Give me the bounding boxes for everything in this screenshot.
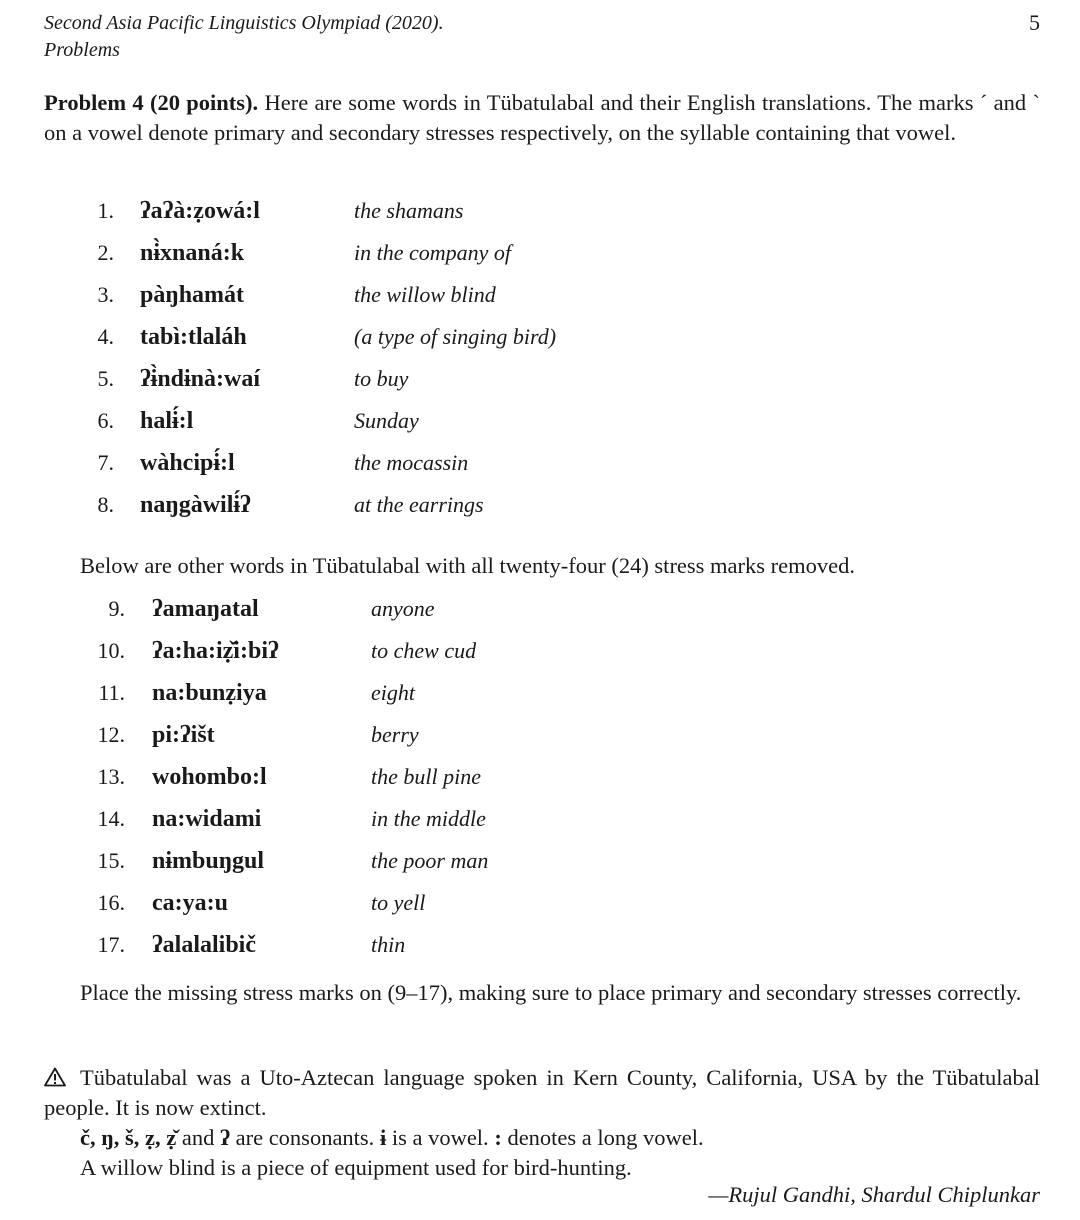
english-translation: in the middle — [371, 806, 486, 831]
english-translation: the willow blind — [354, 282, 496, 307]
problem-label: Problem 4 (20 points). — [44, 90, 259, 115]
english-translation: the mocassin — [354, 450, 469, 475]
grave-mark: ` — [1032, 90, 1040, 115]
intro-text-1: Here are some words in Tübatulabal and their English translations. The marks — [258, 90, 980, 115]
item-number: 2. — [97, 240, 114, 265]
notes-section — [44, 1063, 1040, 1183]
tubatulabal-word: ʔɨ̀ndɨnà:waí — [140, 366, 261, 392]
consonant-symbols: č, ŋ, š, ẓ, ẓ̌ — [80, 1125, 177, 1150]
english-translation: to chew cud — [371, 638, 477, 663]
tubatulabal-word: nɨ̀xnaná:k — [140, 240, 245, 266]
item-number: 17. — [97, 932, 125, 957]
long-vowel-colon: : — [494, 1125, 502, 1150]
note-long-vowel: denotes a long vowel. — [501, 1125, 704, 1150]
english-translation: the shamans — [354, 198, 464, 223]
tubatulabal-word: naŋgàwilɨ́ʔ — [140, 492, 251, 518]
item-number: 3. — [97, 282, 114, 307]
english-translation: Sunday — [354, 408, 419, 433]
task-instruction: Place the missing stress marks on (9–17), making sure to place primary and secondary stresses correctly. — [80, 980, 1022, 1005]
item-number: 10. — [97, 638, 125, 663]
note-line1-text: Tübatulabal was a Uto-Aztecan language spoken in Kern County, California, USA by the Tübatulabal people. It is now extinct. — [44, 1065, 1040, 1120]
item-number: 7. — [97, 450, 114, 475]
header-title: Second Asia Pacific Linguistics Olympiad (2020). — [44, 12, 444, 34]
english-translation: berry — [371, 722, 419, 747]
tubatulabal-word: ʔaʔà:ẓowá:l — [140, 198, 260, 224]
item-number: 1. — [97, 198, 114, 223]
intro-text-2: on a vowel denote primary and secondary stresses respectively, on the syllable containing that vowel. — [44, 120, 957, 145]
english-translation: thin — [371, 932, 406, 957]
note-and: and — [176, 1125, 220, 1150]
item-number: 14. — [97, 806, 125, 831]
tubatulabal-word: ʔalalalibič — [152, 932, 256, 958]
tubatulabal-word: ca:ya:u — [152, 890, 228, 916]
english-translation: the poor man — [371, 848, 489, 873]
glottal-symbol: ʔ — [219, 1125, 230, 1150]
note-orthography — [44, 1123, 1040, 1153]
tubatulabal-word: wàhcipɨ́:l — [140, 450, 235, 476]
header-subtitle: Problems — [44, 39, 120, 61]
tubatulabal-word: na:bunẓiya — [152, 680, 267, 706]
tubatulabal-word: pàŋhamát — [140, 282, 245, 308]
english-translation: (a type of singing bird) — [354, 324, 557, 349]
item-number: 6. — [97, 408, 114, 433]
item-number: 4. — [97, 324, 114, 349]
barred-i-symbol: ɨ — [379, 1125, 387, 1150]
tubatulabal-word: tabì:tlaláh — [140, 324, 247, 350]
english-translation: at the earrings — [354, 492, 484, 517]
tubatulabal-word: wohombo:l — [152, 764, 267, 790]
english-translation: anyone — [371, 596, 435, 621]
item-number: 5. — [97, 366, 114, 391]
tubatulabal-word: ʔamaŋatal — [152, 596, 259, 622]
note-willow-blind: A willow blind is a piece of equipment used for bird-hunting. — [80, 1155, 632, 1180]
item-number: 12. — [97, 722, 125, 747]
item-number: 16. — [97, 890, 125, 915]
page-header — [44, 10, 444, 64]
tubatulabal-word: na:widami — [152, 806, 262, 832]
english-translation: to buy — [354, 366, 409, 391]
page-number: 5 — [1029, 10, 1040, 35]
item-number: 13. — [97, 764, 125, 789]
problem-intro — [44, 88, 1040, 148]
tubatulabal-word: pi:ʔišt — [152, 722, 215, 748]
item-number: 9. — [108, 596, 125, 621]
item-number: 11. — [98, 680, 125, 705]
note-is-vowel: is a vowel. — [386, 1125, 495, 1150]
author-credit: —Rujul Gandhi, Shardul Chiplunkar — [708, 1182, 1040, 1207]
english-translation: in the company of — [354, 240, 512, 265]
note-are-consonants: are consonants. — [229, 1125, 380, 1150]
warning-triangle-icon — [44, 1067, 66, 1087]
note-background — [44, 1063, 1040, 1123]
tubatulabal-word: ʔa:ha:iẓ̌i:biʔ — [152, 638, 279, 664]
english-translation: eight — [371, 680, 415, 705]
english-translation: to yell — [371, 890, 426, 915]
item-number: 8. — [97, 492, 114, 517]
english-translation: the bull pine — [371, 764, 481, 789]
acute-mark: ´ — [979, 90, 988, 115]
item-number: 15. — [97, 848, 125, 873]
tubatulabal-word: nɨmbuŋgul — [152, 848, 265, 874]
intro-and: and — [987, 90, 1033, 115]
middle-instruction: Below are other words in Tübatulabal with all twenty-four (24) stress marks removed. — [80, 553, 856, 578]
tubatulabal-word: halɨ́:l — [140, 408, 194, 434]
